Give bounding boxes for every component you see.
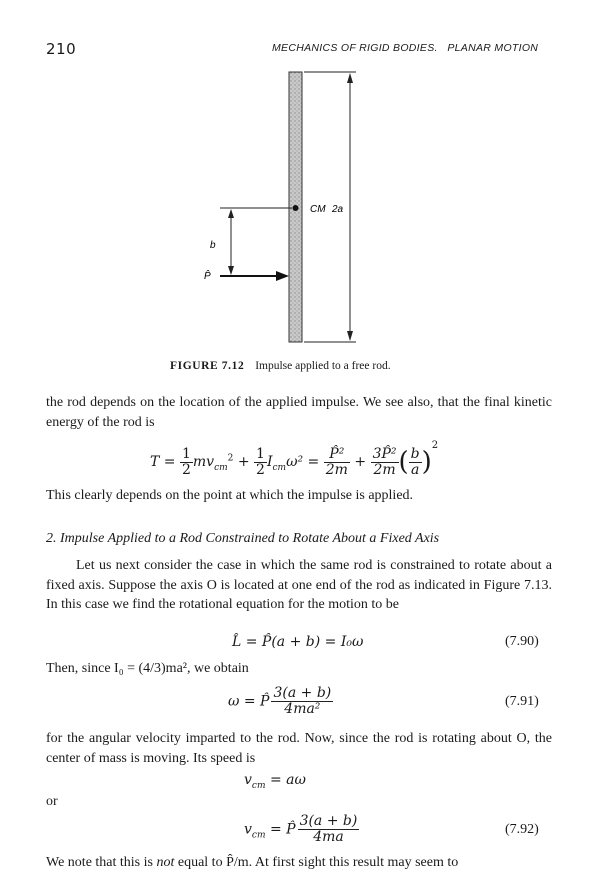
label-cm: CM xyxy=(310,204,326,215)
equation-number-7-90: (7.90) xyxy=(505,634,539,649)
paragraph-1: the rod depends on the location of the applied impulse. We see also, that the final kinetic energy of the rod is xyxy=(46,395,552,430)
equation-vcm: $v_{cm} = a\omega$ xyxy=(244,772,306,791)
equation-7-90: L̂ = P̂(a + b) = I₀ω xyxy=(232,634,364,650)
paragraph-5: for the angular velocity imparted to the rod. Now, since the rod is rotating about O, the center of mass is moving. Its speed is xyxy=(46,731,552,766)
cm-dot xyxy=(293,205,299,211)
equation-number-7-91: (7.91) xyxy=(505,694,539,709)
equation-7-91: ω = P̂ $\frac{3(a + b)}{\text{4ma²}}$ xyxy=(228,685,332,717)
eq-lhs: T = xyxy=(150,454,180,470)
paragraph-7: We note that this is not equal to P̂/m. At first sight this result may seem to xyxy=(46,855,459,870)
running-title: MECHANICS OF RIGID BODIES. PLANAR MOTION xyxy=(272,42,539,54)
paragraph-2: This clearly depends on the point at which the impulse is applied. xyxy=(46,488,414,503)
figure-free-rod xyxy=(190,68,370,358)
label-p: P̂ xyxy=(204,271,211,282)
equation-7-92: $v_{cm}$ = P̂ $\frac{3(a + b)}{4ma}$ xyxy=(244,813,358,845)
section-heading: 2. Impulse Applied to a Rod Constrained to Rotate About a Fixed Axis xyxy=(46,531,440,546)
label-b: b xyxy=(210,240,216,251)
paragraph-or: or xyxy=(46,794,58,809)
frac-7-92: $\frac{3(a + b)}{4ma}$ xyxy=(299,813,358,845)
equation-number-7-92: (7.92) xyxy=(505,822,539,837)
frac-3p2-2m: $\frac{\text{3P̂²}}{2m}$ xyxy=(372,445,397,478)
figure-caption-text: Impulse applied to a free rod. xyxy=(255,360,391,372)
label-2a: 2a xyxy=(332,204,344,215)
frac-half-2: $\frac{1}{2}$ xyxy=(256,445,265,478)
paragraph-3: Let us next consider the case in which the same rod is constrained to rotate about a fixed axis. Suppose the axis O is located at one end of the rod as indicated in Figure 7.13. In this case we find the rotational equation for the motion to be xyxy=(46,558,552,612)
eq-term-mv: mv xyxy=(192,454,215,470)
frac-7-91: $\frac{3(a + b)}{\text{4ma²}}$ xyxy=(273,685,332,717)
frac-p2-2m: $\frac{\text{P̂²}}{2m}$ xyxy=(325,445,348,478)
equation-kinetic-energy: T = $\frac{1}{2}$ $mv_{cm}^2$ + $\frac{1}{2}$ $I_{cm}\omega^2$ = $\frac{\text{P̂²}}{2m}$ + $\frac{\text{3P̂²}}{2m}$ ( $\frac{b}{a}$ )$^2$ xyxy=(150,440,439,478)
page-number: 210 xyxy=(46,40,77,58)
frac-b-a: $\frac{b}{a}$ xyxy=(410,445,420,478)
figure-caption xyxy=(170,360,391,372)
frac-half-1: $\frac{1}{2}$ xyxy=(181,445,191,478)
figure-number: FIGURE 7.12 xyxy=(170,360,245,372)
paragraph-4: Then, since I₀ = (4/3)ma², we obtain xyxy=(46,661,249,676)
